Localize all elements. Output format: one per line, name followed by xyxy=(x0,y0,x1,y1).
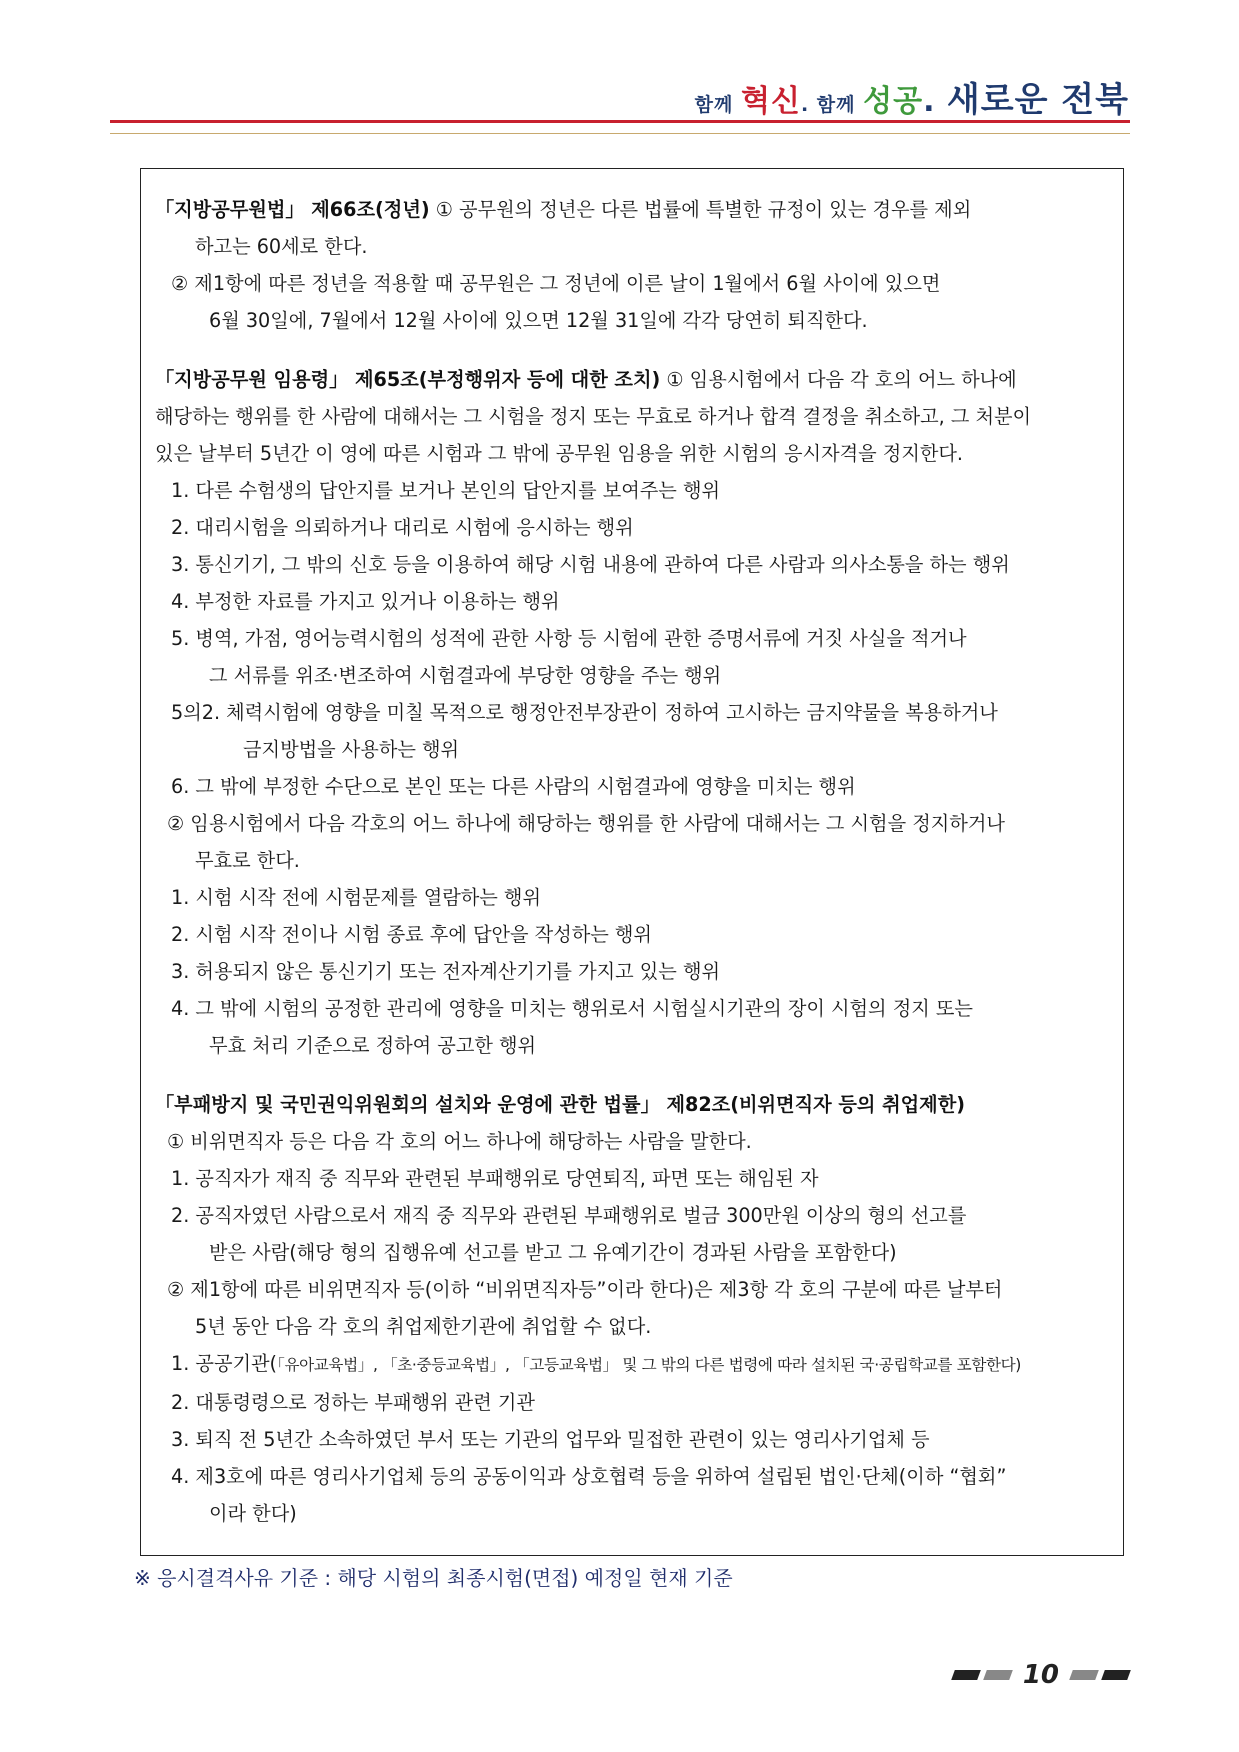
decor-bar xyxy=(951,1670,981,1680)
list-item: 2. 대리시험을 의뢰하거나 대리로 시험에 응시하는 행위 xyxy=(171,516,634,539)
list-item: 2. 시험 시작 전이나 시험 종료 후에 답안을 작성하는 행위 xyxy=(171,923,652,946)
section-2-para-2: ② 임용시험에서 다음 각호의 어느 하나에 해당하는 행위를 한 사람에 대해서는 그 시험을 정지하거나 xyxy=(167,812,1005,835)
list-item: 6. 그 밖에 부정한 수단으로 본인 또는 다른 사람의 시험결과에 영향을 미치는 행위 xyxy=(171,775,856,798)
list-item-small-text: 「유아교육법」, 「초·중등교육법」, 「고등교육법」 및 그 밖의 다른 법령에 따라 설치된 국·공립학교를 포함한다) xyxy=(277,1356,1021,1374)
section-2-para-1-line-2: 해당하는 행위를 한 사람에 대해서는 그 시험을 정지 또는 무효로 하거나 합격 결정을 취소하고, 그 처분이 xyxy=(155,405,1032,428)
header-slogan xyxy=(695,72,1129,121)
header-rule-red xyxy=(110,120,1130,123)
section-3-para-1: ① 비위면직자 등은 다음 각 호의 어느 하나에 해당하는 사람을 말한다. xyxy=(167,1130,752,1153)
list-item: 5. 병역, 가점, 영어능력시험의 성적에 관한 사항 등 시험에 관한 증명서류에 거짓 사실을 적거나 xyxy=(171,627,967,650)
section-3-title: 「부패방지 및 국민권익위원회의 설치와 운영에 관한 법률」 제82조(비위면직자 등의 취업제한) xyxy=(155,1093,965,1116)
section-2-para-2-cont: 무효로 한다. xyxy=(195,849,300,872)
list-item: 3. 허용되지 않은 통신기기 또는 전자계산기기를 가지고 있는 행위 xyxy=(171,960,721,983)
page-number-footer xyxy=(953,1660,1129,1690)
header-rule-gold xyxy=(110,133,1130,134)
list-item-cont: 이라 한다) xyxy=(209,1502,297,1525)
list-item: 4. 제3호에 따른 영리사기업체 등의 공동이익과 상호협력 등을 위하여 설립된 법인·단체(이하 “협회” xyxy=(171,1465,1007,1488)
section-1-para-1-text: ① 공무원의 정년은 다른 법률에 특별한 규정이 있는 경우를 제외 xyxy=(429,198,972,221)
eligibility-note: ※ 응시결격사유 기준 : 해당 시험의 최종시험(면접) 예정일 현재 기준 xyxy=(134,1566,733,1590)
law-excerpt-box xyxy=(140,168,1124,1556)
list-item-cont: 그 서류를 위조·변조하여 시험결과에 부당한 영향을 주는 행위 xyxy=(209,664,722,687)
list-item: 3. 퇴직 전 5년간 소속하였던 부서 또는 기관의 업무와 밀접한 관련이 있는 영리사기업체 등 xyxy=(171,1428,930,1451)
list-item-cont: 무효 처리 기준으로 정하여 공고한 행위 xyxy=(209,1034,537,1057)
slogan-part-6: 새로운 xyxy=(946,80,1062,120)
list-item-cont: 금지방법을 사용하는 행위 xyxy=(243,738,460,761)
section-2-para-1-text: ① 임용시험에서 다음 각 호의 어느 하나에 xyxy=(660,368,1017,391)
section-1-para-2: ② 제1항에 따른 정년을 적용할 때 공무원은 그 정년에 이른 날이 1월에서 6월 사이에 있으면 xyxy=(171,272,941,295)
section-3-para-2: ② 제1항에 따른 비위면직자 등(이하 “비위면직자등”이라 한다)은 제3항 각 호의 구분에 따른 날부터 xyxy=(167,1278,1003,1301)
slogan-part-4: 성공 xyxy=(863,84,924,119)
list-item: 1. 시험 시작 전에 시험문제를 열람하는 행위 xyxy=(171,886,541,909)
decor-bar xyxy=(983,1670,1013,1680)
slogan-part-5: . xyxy=(923,84,947,119)
page-number: 10 xyxy=(1022,1660,1059,1690)
section-2-para-1-line-3: 있은 날부터 5년간 이 영에 따른 시험과 그 밖에 공무원 임용을 위한 시험의 응시자격을 정지한다. xyxy=(155,442,964,465)
slogan-part-2: 혁신 xyxy=(740,84,801,119)
section-1-para-1 xyxy=(155,191,1113,228)
slogan-part-7: 전북 xyxy=(1061,80,1129,120)
list-item: 4. 부정한 자료를 가지고 있거나 이용하는 행위 xyxy=(171,590,560,613)
list-item: 2. 공직자였던 사람으로서 재직 중 직무와 관련된 부패행위로 벌금 300만원 이상의 형의 선고를 xyxy=(171,1204,967,1227)
decor-bar xyxy=(1101,1670,1131,1680)
law-excerpt-content xyxy=(155,191,1113,1532)
list-item: 2. 대통령령으로 정하는 부패행위 관련 기관 xyxy=(171,1391,535,1414)
list-item-prefix: 1. 공공기관( xyxy=(171,1352,278,1375)
section-1-title: 「지방공무원법」 제66조(정년) xyxy=(155,198,430,221)
list-item: 4. 그 밖에 시험의 공정한 관리에 영향을 미치는 행위로서 시험실시기관의 장이 시험의 정지 또는 xyxy=(171,997,973,1020)
list-item: 5의2. 체력시험에 영향을 미칠 목적으로 행정안전부장관이 정하여 고시하는 금지약물을 복용하거나 xyxy=(171,701,998,724)
list-item: 1. 다른 수험생의 답안지를 보거나 본인의 답안지를 보여주는 행위 xyxy=(171,479,721,502)
section-1-para-1-cont: 하고는 60세로 한다. xyxy=(195,235,368,258)
section-3-para-2-cont: 5년 동안 다음 각 호의 취업제한기관에 취업할 수 없다. xyxy=(195,1315,652,1338)
list-item: 1. 공직자가 재직 중 직무와 관련된 부패행위로 당연퇴직, 파면 또는 해임된 자 xyxy=(171,1167,819,1190)
list-item xyxy=(155,1345,1113,1384)
section-2-title: 「지방공무원 임용령」 제65조(부정행위자 등에 대한 조치) xyxy=(155,368,661,391)
section-1-para-2-cont: 6월 30일에, 7월에서 12월 사이에 있으면 12월 31일에 각각 당연히 퇴직한다. xyxy=(209,309,868,332)
list-item: 3. 통신기기, 그 밖의 신호 등을 이용하여 해당 시험 내용에 관하여 다른 사람과 의사소통을 하는 행위 xyxy=(171,553,1010,576)
list-item-cont: 받은 사람(해당 형의 집행유예 선고를 받고 그 유예기간이 경과된 사람을 포함한다) xyxy=(209,1241,897,1264)
decor-bar xyxy=(1069,1670,1099,1680)
slogan-part-3: . 함께 xyxy=(800,94,864,116)
section-2-para-1 xyxy=(155,361,1113,398)
slogan-part-1: 함께 xyxy=(694,94,741,116)
